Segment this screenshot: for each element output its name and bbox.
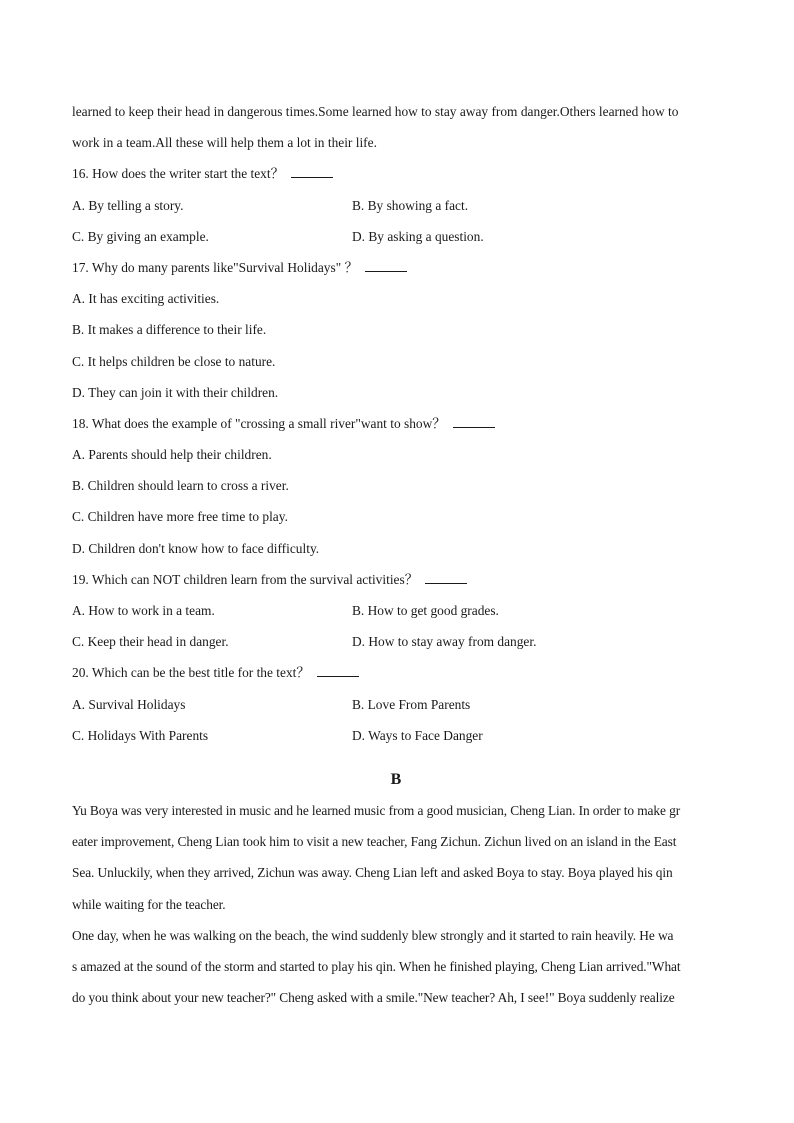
passage-text-line: One day, when he was walking on the beach, the wind suddenly blew strongly and it started to rain heavily. He wa — [72, 927, 674, 943]
options-row — [72, 695, 720, 726]
answer-blank[interactable] — [425, 571, 467, 584]
answer-blank[interactable] — [291, 165, 333, 178]
question-text: How does the writer start the text？ — [92, 166, 284, 182]
question-16-stem — [72, 164, 720, 195]
option-a[interactable]: A. How to work in a team. — [72, 603, 215, 618]
question-text: Which can NOT children learn from the survival activities？ — [91, 571, 419, 587]
options-row — [72, 196, 720, 227]
options-row — [72, 632, 720, 663]
passage-text-line: while waiting for the teacher. — [72, 896, 226, 912]
passage-text-line: Yu Boya was very interested in music and he learned music from a good musician, Cheng Lian. In order to make gr — [72, 802, 681, 818]
option-c[interactable]: C. Holidays With Parents — [72, 727, 209, 743]
passage-text-line: work in a team.All these will help them a lot in their life. — [72, 135, 377, 151]
answer-blank[interactable] — [453, 415, 495, 428]
option-b[interactable]: B. How to get good grades. — [352, 603, 499, 618]
option-d[interactable]: D. They can join it with their children. — [72, 384, 279, 400]
question-text: Which can be the best title for the text？ — [91, 665, 310, 681]
options-row — [72, 601, 720, 632]
section-heading: B — [390, 770, 402, 788]
passage-text-line: do you think about your new teacher?" Cheng asked with a smile."New teacher? Ah, I see!" Boya suddenly realize — [72, 990, 675, 1006]
option-c[interactable]: C. Children have more free time to play. — [72, 509, 288, 525]
answer-blank[interactable] — [365, 259, 407, 272]
passage-text-line: eater improvement, Cheng Lian took him to visit a new teacher, Fang Zichun. Zichun lived on an island in the East — [72, 834, 677, 850]
option-d[interactable]: D. How to stay away from danger. — [352, 634, 537, 650]
option-b[interactable]: B. By showing a fact. — [352, 197, 469, 213]
question-text: Why do many parents like"Survival Holidays" ？ — [91, 259, 358, 275]
passage-text-line: s amazed at the sound of the storm and started to play his qin. When he finished playing, Cheng Lian arrived."What — [72, 958, 681, 974]
option-d[interactable]: D. Children don't know how to face difficulty. — [72, 540, 320, 556]
option-a[interactable]: A. By telling a story. — [72, 197, 184, 213]
option-a[interactable]: A. Parents should help their children. — [72, 447, 272, 463]
option-c[interactable]: C. Keep their head in danger. — [72, 634, 229, 650]
option-d[interactable]: D. Ways to Face Danger — [352, 727, 483, 743]
question-number: 19. — [72, 571, 89, 587]
answer-blank[interactable] — [317, 664, 359, 677]
question-number: 17. — [72, 259, 89, 275]
question-19-stem — [72, 570, 720, 601]
option-b[interactable]: B. Children should learn to cross a river. — [72, 478, 289, 494]
document-page — [72, 102, 720, 1019]
passage-text-line: learned to keep their head in dangerous times.Some learned how to stay away from danger.Others learned how to — [72, 104, 679, 119]
question-20-stem — [72, 663, 720, 694]
option-d[interactable]: D. By asking a question. — [352, 228, 484, 244]
option-b[interactable]: B. It makes a difference to their life. — [72, 322, 267, 338]
passage-text-line: Sea. Unluckily, when they arrived, Zichun was away. Cheng Lian left and asked Boya to stay. Boya played his qin — [72, 865, 673, 881]
option-a[interactable]: A. It has exciting activities. — [72, 291, 220, 307]
option-c[interactable]: C. It helps children be close to nature. — [72, 353, 276, 369]
question-number: 18. — [72, 415, 89, 431]
question-number: 20. — [72, 665, 89, 681]
options-row — [72, 726, 720, 757]
option-b[interactable]: B. Love From Parents — [352, 696, 471, 712]
question-text: What does the example of "crossing a small river"want to show？ — [91, 415, 446, 431]
question-18-stem — [72, 414, 720, 445]
option-a[interactable]: A. Survival Holidays — [72, 696, 186, 712]
options-row — [72, 227, 720, 258]
question-17-stem — [72, 258, 720, 289]
question-number: 16. — [72, 166, 89, 182]
option-c[interactable]: C. By giving an example. — [72, 228, 209, 244]
